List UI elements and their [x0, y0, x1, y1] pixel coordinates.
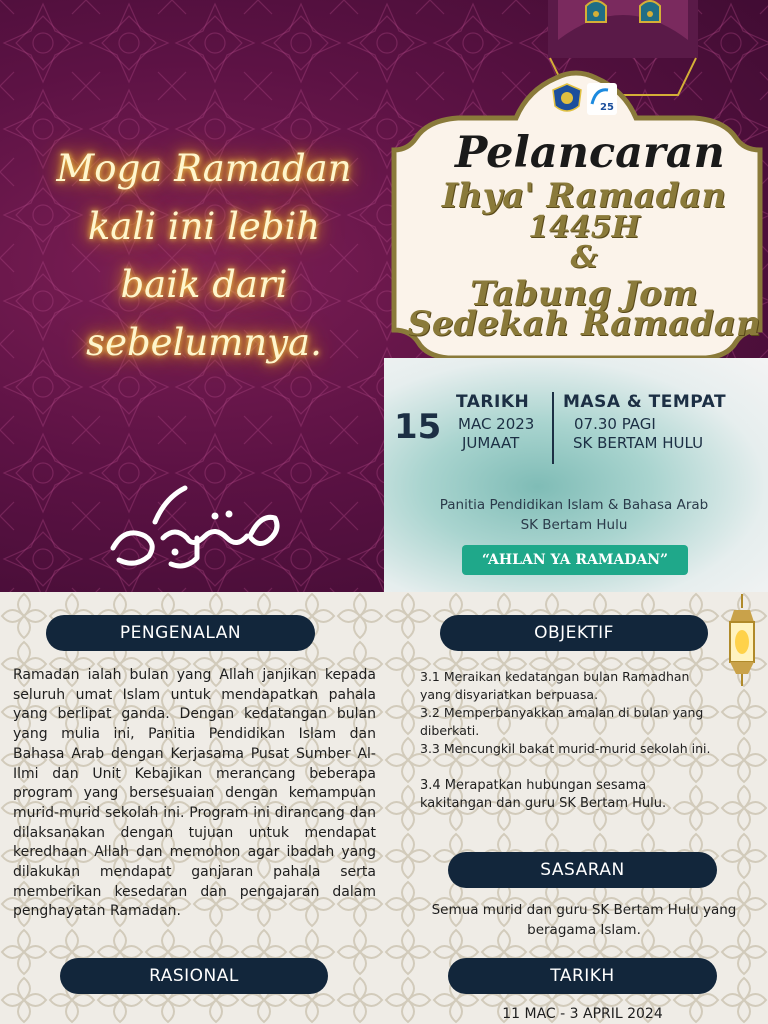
title-pelancaran: Pelancaran	[455, 128, 725, 178]
date-weekday: JUMAAT	[462, 434, 520, 452]
heading-pengenalan: PENGENALAN	[46, 615, 315, 651]
heading-objektif: OBJEKTIF	[440, 615, 708, 651]
objective-item: 3.1 Meraikan kedatangan bulan Ramadhan yang disyariatkan berpuasa.	[420, 669, 690, 702]
ramadan-wish-text	[44, 140, 364, 372]
date-month-year: MAC 2023	[458, 415, 535, 433]
event-time: 07.30 PAGI	[574, 415, 656, 433]
heading-rasional: RASIONAL	[60, 958, 328, 994]
lantern-icon	[722, 594, 762, 694]
title-ampersand: &	[570, 240, 598, 275]
slogan-badge: “AHLAN YA RAMADAN”	[462, 545, 688, 575]
title-line-2: 1445H	[528, 210, 640, 245]
tarikh-text: 11 MAC - 3 APRIL 2024	[502, 1006, 663, 1022]
wish-line: Moga Ramadan	[56, 147, 352, 190]
heading-tarikh: TARIKH	[448, 958, 717, 994]
wish-line: sebelumnya.	[86, 321, 322, 364]
sasaran-text: Semua murid dan guru SK Bertam Hulu yang beragama Islam.	[431, 902, 737, 938]
objective-item: 3.2 Memperbanyakkan amalan di bulan yang diberkati.	[420, 705, 704, 738]
anniversary-25-logo-icon	[586, 82, 618, 116]
date-label: TARIKH	[456, 392, 530, 412]
wish-line: kali ini lebih	[87, 205, 321, 248]
title-line-1: Ihya' Ramadan	[441, 176, 727, 216]
time-place-label: MASA & TEMPAT	[563, 392, 727, 412]
event-place: SK BERTAM HULU	[573, 434, 704, 452]
organizer-line-1: Panitia Pendidikan Islam & Bahasa Arab	[439, 497, 709, 513]
heading-sasaran: SASARAN	[448, 852, 717, 888]
title-line-3: Tabung Jom	[470, 274, 698, 314]
svg-text:25: 25	[600, 102, 614, 113]
title-line-4: Sedekah Ramadan	[407, 304, 761, 344]
pengenalan-text: Ramadan ialah bulan yang Allah janjikan kepada seluruh umat Islam untuk mendapatkan pahala yang berlipat ganda. Dengan kedatangan bulan yang mulia ini, Panitia Pendidikan Islam dan Bahasa Arab dengan Kerjasama Pusat Sumber Al-Ilmi dan Unit Kebajikan merancang beberapa program yang bersesuaian dengan kemampuan murid-murid sekolah ini. Program ini dirancang dan dilaksanakan dengan tujuan untuk mendapat keredhaan Allah dan memohon agar ibadah yang dilakukan mendapat ganjaran pahala serta memberikan kesedaran dan pengajaran dalam penghayatan Ramadan.	[13, 667, 376, 920]
info-divider	[552, 392, 554, 464]
objective-item: 3.3 Mencungkil bakat murid-murid sekolah ini.	[420, 741, 711, 756]
event-day: 15	[394, 407, 442, 447]
organizer-line-2: SK Bertam Hulu	[520, 517, 628, 533]
ramadan-kareem-calligraphy-icon	[105, 478, 285, 573]
school-crest-logo-icon	[551, 82, 583, 116]
wish-line: baik dari	[120, 263, 288, 306]
objective-item: 3.4 Merapatkan hubungan sesama kakitangan dan guru SK Bertam Hulu.	[420, 778, 667, 811]
